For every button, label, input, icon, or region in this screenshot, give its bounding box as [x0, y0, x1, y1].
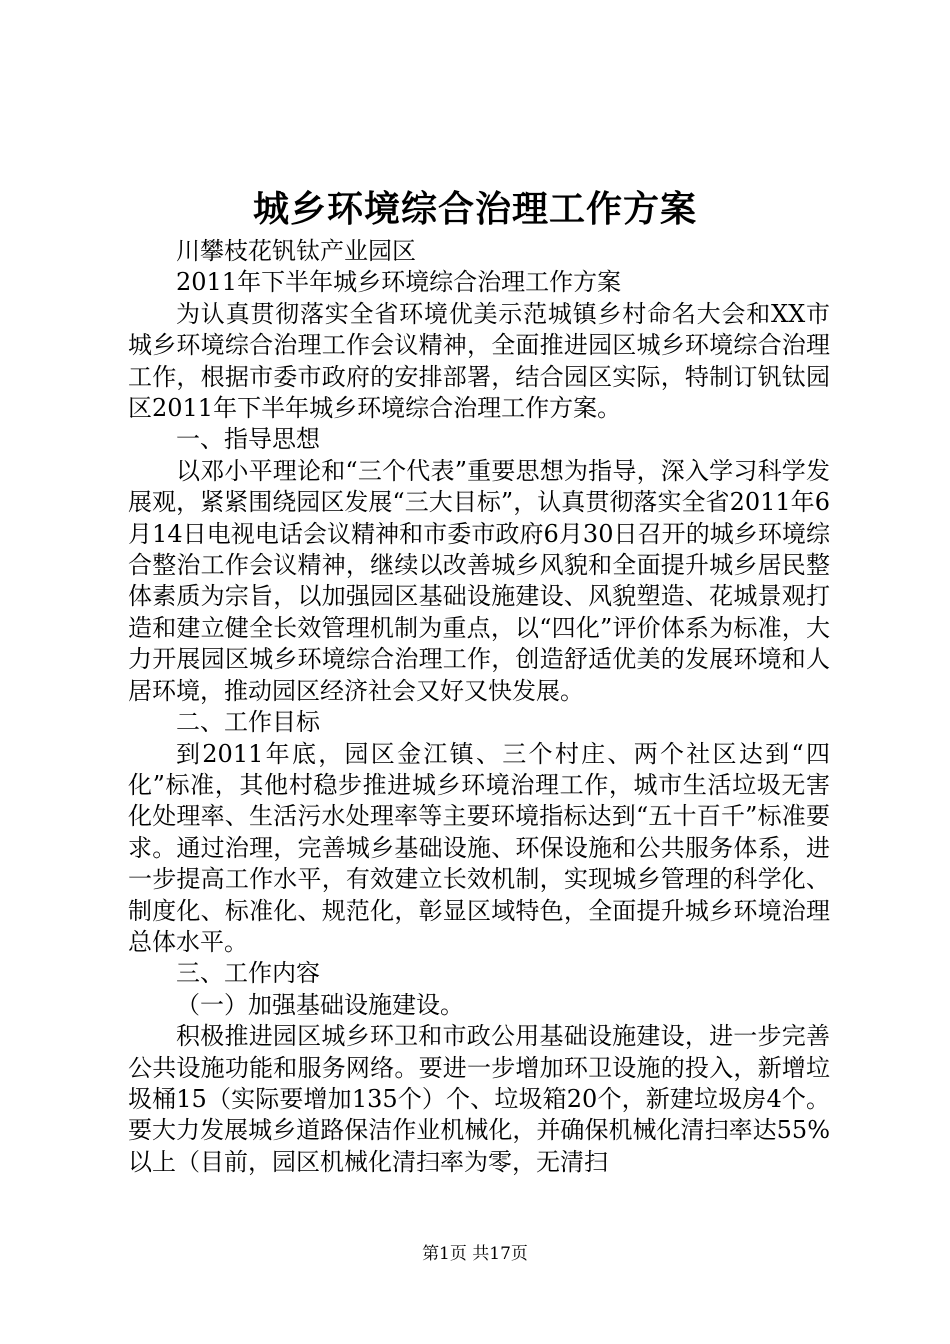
section-heading-work-goals: 二、工作目标 [176, 708, 320, 737]
paragraph-subtitle: 2011年下半年城乡环境综合治理工作方案 [176, 268, 622, 297]
paragraph-organization: 川攀枝花钒钛产业园区 [176, 237, 416, 265]
page-footer: 第1页 共17页 [422, 1244, 528, 1264]
paragraph-guiding-ideology: 以邓小平理论和“三个代表”重要思想为指导，深入学习科学发展观，紧紧围绕园区发展“三大目标”，认真贯彻落实全省2011年6月14日电视电话会议精神和市委市政府6月30日召开的城乡环境综合整治工作会议精神，继续以改善城乡风貌和全面提升城乡居民整体素质为宗旨，以加强园区基础设施建设、风貌塑造、花城景观打造和建立健全长效管理机制为重点，以“四化”评价体系为标准，大力开展园区城乡环境综合治理工作，创造舒适优美的发展环境和人居环境，推动园区经济社会又好又快发展。 [128, 456, 830, 705]
paragraph-infrastructure: 积极推进园区城乡环卫和市政公用基础设施建设，进一步完善公共设施功能和服务网络。要进一步增加环卫设施的投入，新增垃圾桶15（实际要增加135个）个、垃圾箱20个，新建垃圾房4个。要大力发展城乡道路保洁作业机械化，并确保机械化清扫率达55%以上（目前，园区机械化清扫率为零，无清扫 [128, 1022, 830, 1176]
paragraph-intro: 为认真贯彻落实全省环境优美示范城镇乡村命名大会和XX市城乡环境综合治理工作会议精神，全面推进园区城乡环境综合治理工作，根据市委市政府的安排部署，结合园区实际，特制订钒钛园区2011年下半年城乡环境综合治理工作方案。 [128, 299, 830, 423]
document-title: 城乡环境综合治理工作方案 [252, 188, 697, 230]
subsection-heading-infrastructure: （一）加强基础设施建设。 [176, 990, 464, 1019]
section-heading-guiding-ideology: 一、指导思想 [176, 425, 320, 454]
section-heading-work-content: 三、工作内容 [176, 959, 320, 988]
paragraph-work-goals: 到2011年底，园区金江镇、三个村庄、两个社区达到“四化”标准，其他村稳步推进城乡环境治理工作，城市生活垃圾无害化处理率、生活污水处理率等主要环境指标达到“五十百千”标准要求。通过治理，完善城乡基础设施、环保设施和公共服务体系，进一步提高工作水平，有效建立长效机制，实现城乡管理的科学化、制度化、标准化、规范化，彰显区域特色，全面提升城乡环境治理总体水平。 [128, 739, 830, 956]
document-body [128, 236, 830, 1178]
